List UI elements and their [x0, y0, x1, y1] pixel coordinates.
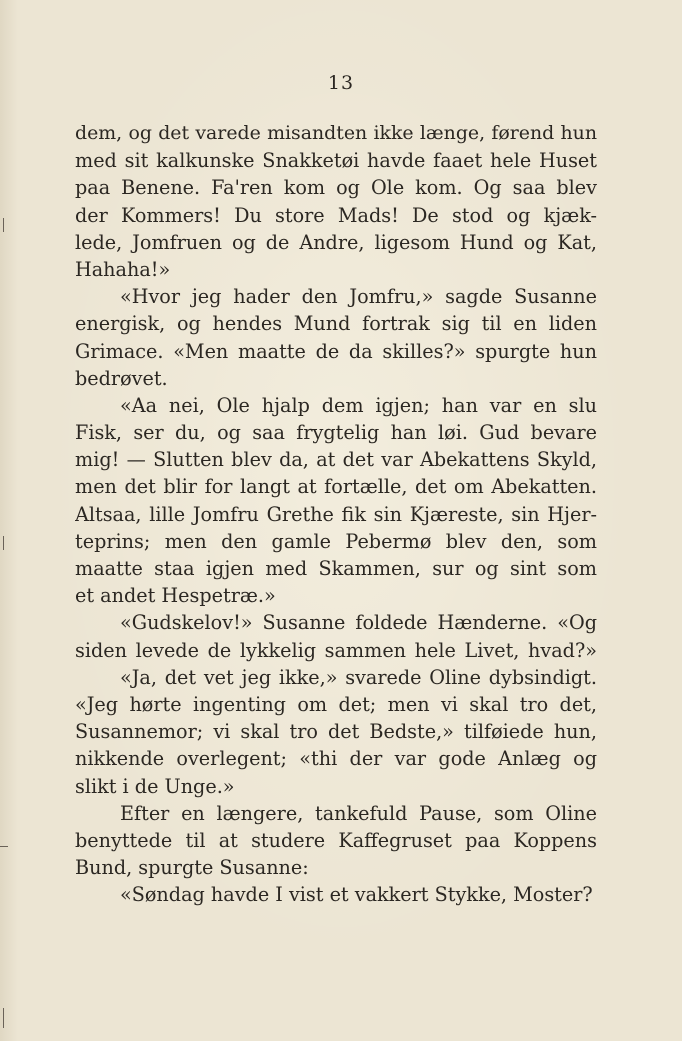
- text-line: paa Benene. Fa'ren kom og Ole kom. Og saa blev: [75, 176, 597, 200]
- text-line: Hahaha!»: [75, 257, 171, 281]
- text-line: Bund, spurgte Susanne:: [75, 856, 309, 880]
- page-number: 13: [327, 72, 355, 94]
- text-line: siden levede de lykkelig sammen hele Livet, hvad?»: [75, 638, 597, 662]
- text-line: Grimace. «Men maatte de da skilles?» spurgte hun: [75, 339, 597, 363]
- text-line: et andet Hespetræ.»: [75, 584, 276, 608]
- text-line: «Hvor jeg hader den Jomfru,» sagde Susanne: [120, 285, 597, 309]
- text-line: Altsaa, lille Jomfru Grethe fik sin Kjæreste, sin Hjer-: [75, 502, 597, 526]
- text-line: der Kommers! Du store Mads! De stod og kjæk-: [75, 203, 597, 227]
- margin-mark: [3, 536, 4, 550]
- text-line: «Jeg hørte ingenting om det; men vi skal tro det,: [75, 692, 597, 716]
- text-line: nikkende overlegent; «thi der var gode Anlæg og: [75, 747, 597, 771]
- margin-mark: [3, 1008, 4, 1028]
- text-line: bedrøvet.: [75, 366, 168, 390]
- text-line: teprins; men den gamle Pebermø blev den, som: [75, 529, 597, 553]
- text-line: dem, og det varede misandten ikke længe, førend hun: [75, 122, 597, 144]
- text-line: energisk, og hendes Mund fortrak sig til en liden: [75, 312, 597, 336]
- body-text: [75, 120, 597, 908]
- text-line: mig! — Slutten blev da, at det var Abekattens Skyld,: [75, 448, 597, 472]
- text-line: «Ja, det vet jeg ikke,» svarede Oline dybsindigt.: [120, 665, 597, 689]
- text-line: benyttede til at studere Kaffegruset paa Koppens: [75, 828, 597, 852]
- margin-mark: [0, 846, 8, 847]
- text-line: «Søndag havde I vist et vakkert Stykke, Moster?: [120, 883, 593, 907]
- text-line: slikt i de Unge.»: [75, 774, 235, 798]
- text-line: lede, Jomfruen og de Andre, ligesom Hund og Kat,: [75, 230, 597, 254]
- text-line: «Aa nei, Ole hjalp dem igjen; han var en slu: [120, 393, 597, 417]
- text-line: Susannemor; vi skal tro det Bedste,» tilføiede hun,: [75, 720, 597, 744]
- text-line: med sit kalkunske Snakketøi havde faaet hele Huset: [75, 149, 597, 173]
- text-line: «Gudskelov!» Susanne foldede Hænderne. «Og: [120, 611, 597, 635]
- text-line: men det blir for langt at fortælle, det om Abekatten.: [75, 475, 597, 499]
- margin-mark: [3, 218, 4, 232]
- text-line: Efter en længere, tankefuld Pause, som Oline: [120, 801, 597, 825]
- text-line: maatte staa igjen med Skammen, sur og sint som: [75, 557, 597, 580]
- text-line: Fisk, ser du, og saa frygtelig han løi. Gud bevare: [75, 421, 597, 445]
